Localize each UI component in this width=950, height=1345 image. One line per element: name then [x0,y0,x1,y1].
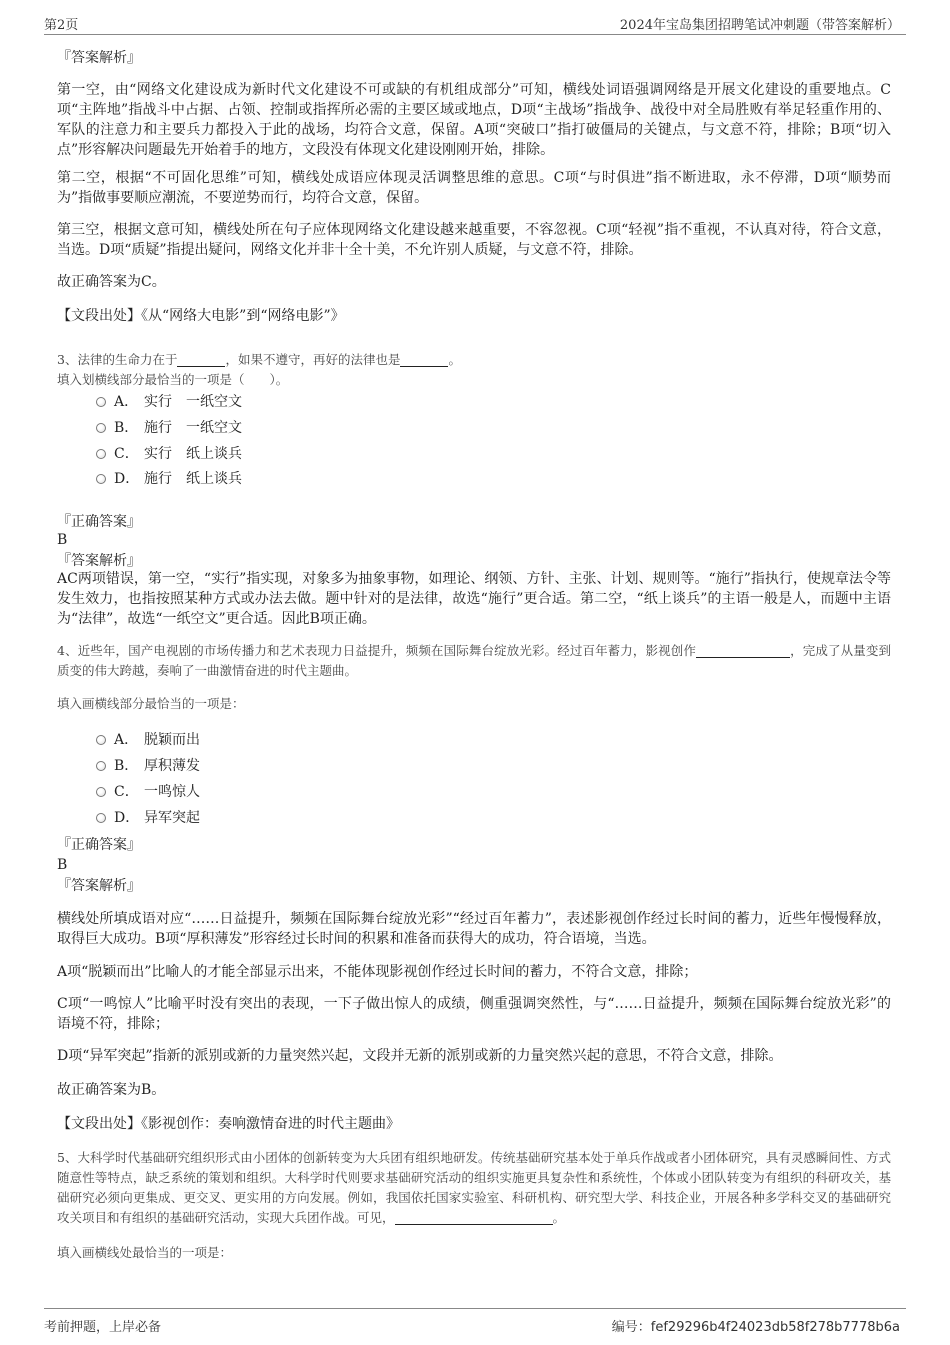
q4-option-c[interactable]: C． 一鸣惊人 [96,782,200,802]
q5-instruction: 填入画横线处最恰当的一项是： [57,1245,233,1260]
page-number: 第2页 [44,18,79,33]
q4-analysis-p2: A项“脱颖而出”比喻人的才能全部显示出来，不能体现影视创作经过长时间的蓄力，不符合文意，排除； [57,964,698,980]
radio-icon[interactable] [96,423,106,433]
radio-icon[interactable] [96,787,106,797]
radio-icon[interactable] [96,761,106,771]
q3-stem: 3、法律的生命力在于 ，如果不遵守，再好的法律也是 。 [57,352,461,367]
radio-icon[interactable] [96,735,106,745]
q4-analysis-label: 『答案解析』 [57,878,141,894]
page-footer [44,1308,906,1335]
q4-instruction: 填入画横线部分最恰当的一项是： [57,696,245,711]
q3-analysis: AC两项错误，第一空，“实行”指实现，对象多为抽象事物，如理论、纲领、方针、主张、计划、规则等。“施行”指执行，使规章法令等发生效力，也指按照某种方式或办法去做。题中针对的是法律，故选“施行”更合适。第二空，“纸上谈兵”的主语一般是人，而题中主语为“法律”，故选“一纸空文”更合适。因此B项正确。 [57,571,891,627]
q2-analysis-p2: 第二空，根据“不可固化思维”可知，横线处成语应体现灵活调整思维的意思。C项“与时俱进”指不断进取，永不停滞，D项“顺势而为”指做事要顺应潮流，不要逆势而行，均符合文意，保留。 [57,170,891,206]
q3-correct-label: 『正确答案』 [57,514,141,530]
q4-analysis-p1: 横线处所填成语对应“……日益提升，频频在国际舞台绽放光彩”“经过百年蓄力”，表述影视创作经过长时间的蓄力，近些年慢慢释放，取得巨大成功。B项“厚积薄发”形容经过长时间的积累和准备而获得大的成功，符合语境，当选。 [57,911,891,947]
q4-answer: B [57,857,68,873]
page-header [44,12,906,35]
q4-analysis-p3: C项“一鸣惊人”比喻平时没有突出的表现，一下子做出惊人的成绩，侧重强调突然性，与“……日益提升，频频在国际舞台绽放光彩”的语境不符，排除； [57,996,891,1032]
radio-icon[interactable] [96,397,106,407]
radio-icon[interactable] [96,449,106,459]
q3-option-c[interactable]: C． 实行 纸上谈兵 [96,444,242,464]
radio-icon[interactable] [96,813,106,823]
q3-instruction: 填入划横线部分最恰当的一项是（ ）。 [57,372,289,387]
q2-conclusion: 故正确答案为C。 [57,274,166,290]
q4-option-d[interactable]: D． 异军突起 [96,808,200,828]
q4-option-b[interactable]: B． 厚积薄发 [96,756,200,776]
document-title: 2024年宝岛集团招聘笔试冲刺题（带答案解析） [619,18,900,33]
q2-analysis-label: 『答案解析』 [57,50,141,66]
q3-answer: B [57,532,68,548]
q4-analysis-p4: D项“异军突起”指新的派别或新的力量突然兴起，文段并无新的派别或新的力量突然兴起的意思，不符合文意，排除。 [57,1048,783,1064]
q4-stem: 4、近些年，国产电视剧的市场传播力和艺术表现力日益提升，频频在国际舞台绽放光彩。经过百年蓄力，影视创作 ，完成了从量变到质变的伟大跨越，奏响了一曲激情奋进的时代主题曲。 [57,643,891,678]
q4-conclusion: 故正确答案为B。 [57,1082,166,1098]
q4-correct-label: 『正确答案』 [57,837,141,853]
footer-slogan: 考前押题，上岸必备 [44,1320,162,1335]
q3-option-d[interactable]: D． 施行 纸上谈兵 [96,469,242,489]
q2-analysis-p3: 第三空，根据文意可知，横线处所在句子应体现网络文化建设越来越重要，不容忽视。C项“轻视”指不重视，不认真对待，符合文意，当选。D项“质疑”指提出疑问，网络文化并非十全十美，不允许别人质疑，与文意不符，排除。 [57,222,891,258]
q4-option-a[interactable]: A． 脱颖而出 [96,730,200,750]
document-id: 编号：fef29296b4f24023db58f278b7778b6a [611,1320,900,1335]
q3-analysis-label: 『答案解析』 [57,553,141,569]
q3-option-b[interactable]: B． 施行 一纸空文 [96,418,242,438]
q2-analysis-p1: 第一空，由“网络文化建设成为新时代文化建设不可或缺的有机组成部分”可知，横线处词语强调网络是开展文化建设的重要地点。C项“主阵地”指战斗中占据、占领、控制或指挥所必需的主要区域或地点，D项“主战场”指战争、战役中对全局胜败有举足轻重作用的、军队的注意力和主要兵力都投入于此的战场，均符合文意，保留。A项“突破口”指打破僵局的关键点，与文意不符，排除；B项“切入点”形容解决问题最先开始着手的地方，文段没有体现文化建设刚刚开始，排除。 [57,82,891,158]
q3-option-a[interactable]: A． 实行 一纸空文 [96,392,242,412]
q4-source: 【文段出处】《影视创作：奏响激情奋进的时代主题曲》 [57,1116,400,1132]
q2-source: 【文段出处】《从“网络大电影”到“网络电影”》 [57,308,345,324]
radio-icon[interactable] [96,474,106,484]
q5-stem: 5、大科学时代基础研究组织形式由小团体的创新转变为大兵团有组织地研发。传统基础研究基本处于单兵作战或者小团体研究，具有灵感瞬间性、方式随意性等特点，缺乏系统的策划和组织。大科学时代则要求基础研究活动的组织实施更具复杂性和系统性，个体或小团队转变为有组织的科研攻关，基础研究必须向更集成、更交叉、更实用的方向发展。例如，我国依托国家实验室、科研机构、研究型大学、科技企业，开展各种多学科交叉的基础研究攻关项目和有组织的基础研究活动，实现大兵团作战。可见， 。 [57,1150,891,1225]
